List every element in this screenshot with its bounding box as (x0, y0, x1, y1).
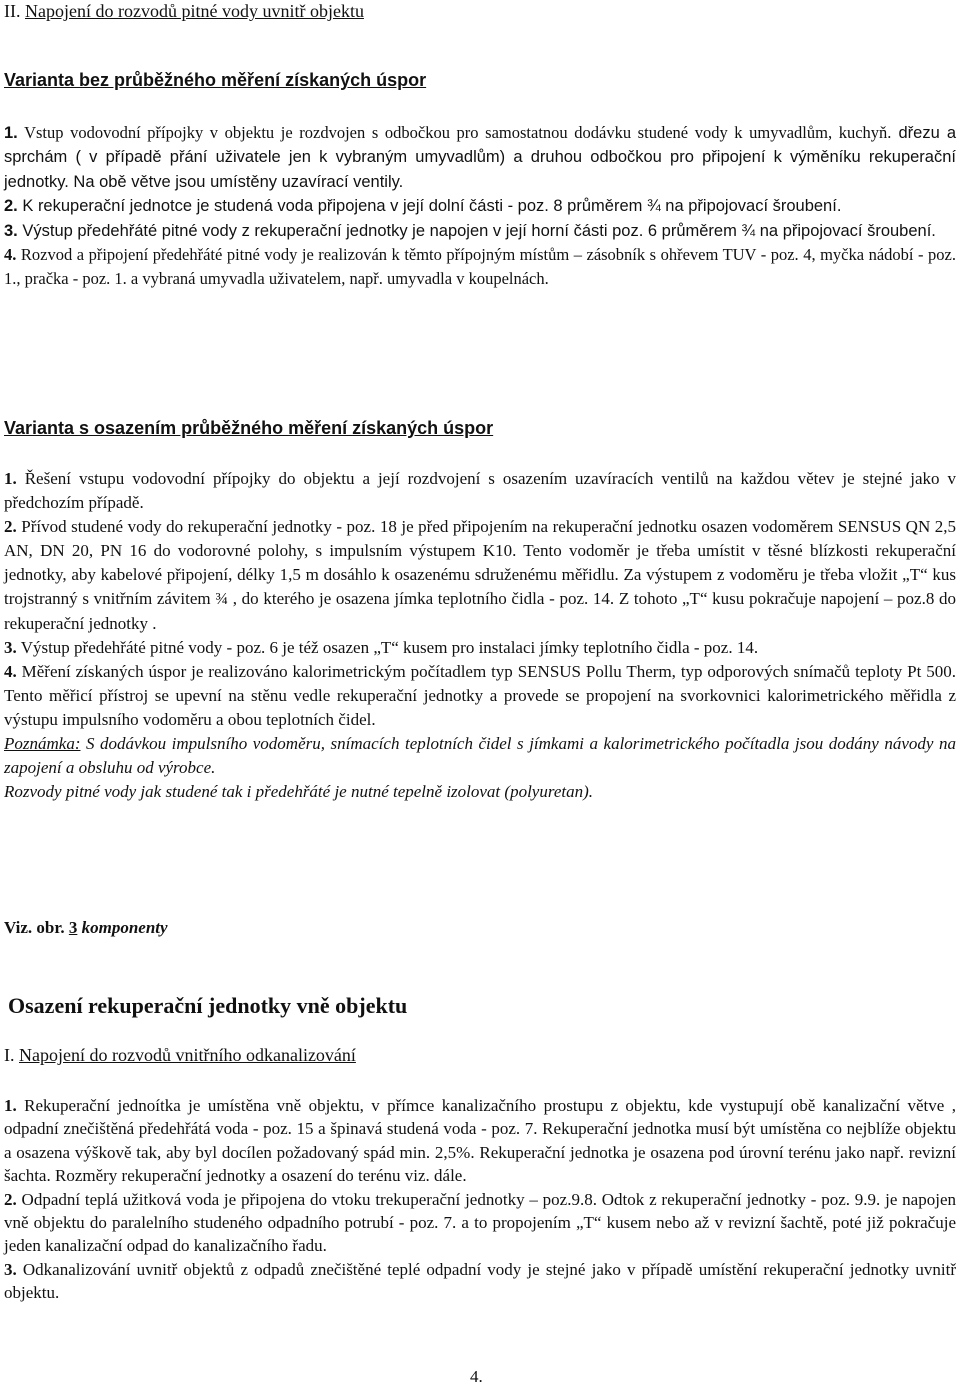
variant1-p1: 1. Vstup vodovodní přípojky v objektu je rozdvojen s odbočkou pro samostatnou dodávku studené vody k umyvadlům, kuchyň. dřezu a sprchám ( v případě přání uživatele jen k vybraným umyvadlům) a druhou odbočkou pro připojení k výměníku rekuperační jednotky. Na obě větve jsou umístěny uzavírací ventily. (4, 123, 957, 191)
section2-p3: 3. Odkanalizování uvnitř objektů z odpadů znečištěné teplé odpadní vody je stejné jako v případě umístění rekuperační jednotky uvnitř objektu. (4, 1259, 956, 1303)
chapter-heading (4, 0, 956, 22)
figure-reference: Viz. obr. 3 komponenty (4, 918, 168, 937)
variant2-body (4, 467, 956, 804)
section2-sub-title: Napojení do rozvodů vnitřního odkanalizování (19, 1045, 356, 1065)
variant1-body (4, 121, 956, 292)
section2-body (4, 1094, 956, 1305)
variant1-title: Varianta bez průběžného měření získaných úspor (4, 70, 427, 90)
variant1-p4: 4. Rozvod a připojení předehřáté pitné vody je realizován k těmto přípojným místům – zásobník s ohřevem TUV - poz. 4, myčka nádobí - poz. 1., pračka - poz. 1. a vybraná umyvadla uživatelem, např. umyvadla v koupelnách. (4, 245, 956, 289)
variant2-title: Varianta s osazením průběžného měření získaných úspor (4, 418, 494, 438)
section2-subheading (4, 1044, 956, 1066)
variant2-p1: 1. Řešení vstupu vodovodní přípojky do objektu a její rozdvojení s osazením uzavíracích ventilů na každou větev je stejné jako v předchozím případě. (4, 469, 956, 513)
section2-title: Osazení rekuperační jednotky vně objektu (8, 993, 408, 1018)
section2-p1: 1. Rekuperační jednoítka je umístěna vně objektu, v přímce kanalizačního prostupu z objektu, kde vystupují obě kanalizační větve , odpadní znečištěná předehřátá voda - poz. 15 a špinavá studená voda - poz. 7. Rekuperační jednotka musí být umístěna co nejblíže objektu a osazena výškově tak, aby byl docílen požadovaný spád min. 2,5%. Rekuperační jednotka je osazena pod úrovní terénu jako např. revizní šachta. Rozměry rekuperační jednotky a osazení do terénu viz. dále. (4, 1096, 956, 1186)
chapter-title: Napojení do rozvodů pitné vody uvnitř objektu (25, 1, 364, 21)
variant2-p3: 3. Výstup předehřáté pitné vody - poz. 6 je též osazen „T“ kusem pro instalaci jímky teplotního čidla - poz. 14. (4, 637, 759, 657)
section2-sub-number: I. (4, 1045, 15, 1065)
variant2-p4: 4. Měření získaných úspor je realizováno kalorimetrickým počítadlem typ SENSUS Pollu Therm, typ odporových snímačů teploty Pt 500. Tento měřicí přístroj se upevní na stěnu vedle rekuperační jednotky a provede se propojení na svorkovnici kalorimetrického měřidla z výstupu impulsního vodoměru a obou teplotních čidel. (4, 661, 956, 729)
section2-p2: 2. Odpadní teplá užitková voda je připojena do vtoku trekuperační jednotky – poz.9.8. Odtok z rekuperační jednotky - poz. 9.9. je napojen vně objektu do paralelního studeného odpadního potrubí - poz. 7. a to propojením „T“ kusem nebo až v revizní šachtě, poté již pokračuje jeden kanalizační odpad do kanalizačního řadu. (4, 1189, 956, 1256)
chapter-number: II. (4, 1, 21, 21)
variant1-p2: 2. K rekuperační jednotce je studená voda připojena v její dolní části - poz. 8 průměrem ¾ na připojovací šroubení. (4, 197, 842, 216)
variant2-note: Poznámka: S dodávkou impulsního vodoměru, snímacích teplotních čidel s jímkami a kalorimetrického počítadla jsou dodány návody na zapojení a obsluhu od výrobce. (4, 734, 956, 778)
variant2-p2: 2. Přívod studené vody do rekuperační jednotky - poz. 18 je před připojením na rekuperační jednotku osazen vodoměrem SENSUS QN 2,5 AN, DN 20, PN 16 do vodorovné polohy, s impulsním výstupem K10. Tento vodoměr je třeba umístit v těsné blízkosti rekuperační jednotky, aby kabelové připojení, délky 1,5 m dosáhlo k osazenému sdruženému měřidlu. Za výstupem z vodoměru je třeba vložit „T“ kus trojstranný s vnitřním závitem ¾ , do kterého je osazena jímka teplotního čidla - poz. 14. Z tohoto „T“ kusu pokračuje napojení – poz.8 do rekuperační jednotky . (4, 517, 956, 633)
variant1-p3: 3. Výstup předehřáté pitné vody z rekuperační jednotky je napojen v její horní části poz. 6 průměrem ¾ na připojovací šroubení. (4, 221, 936, 240)
page-number: 4. (470, 1367, 483, 1386)
variant2-note2: Rozvody pitné vody jak studené tak i předehřáté je nutné tepelně izolovat (polyuretan). (4, 782, 593, 802)
